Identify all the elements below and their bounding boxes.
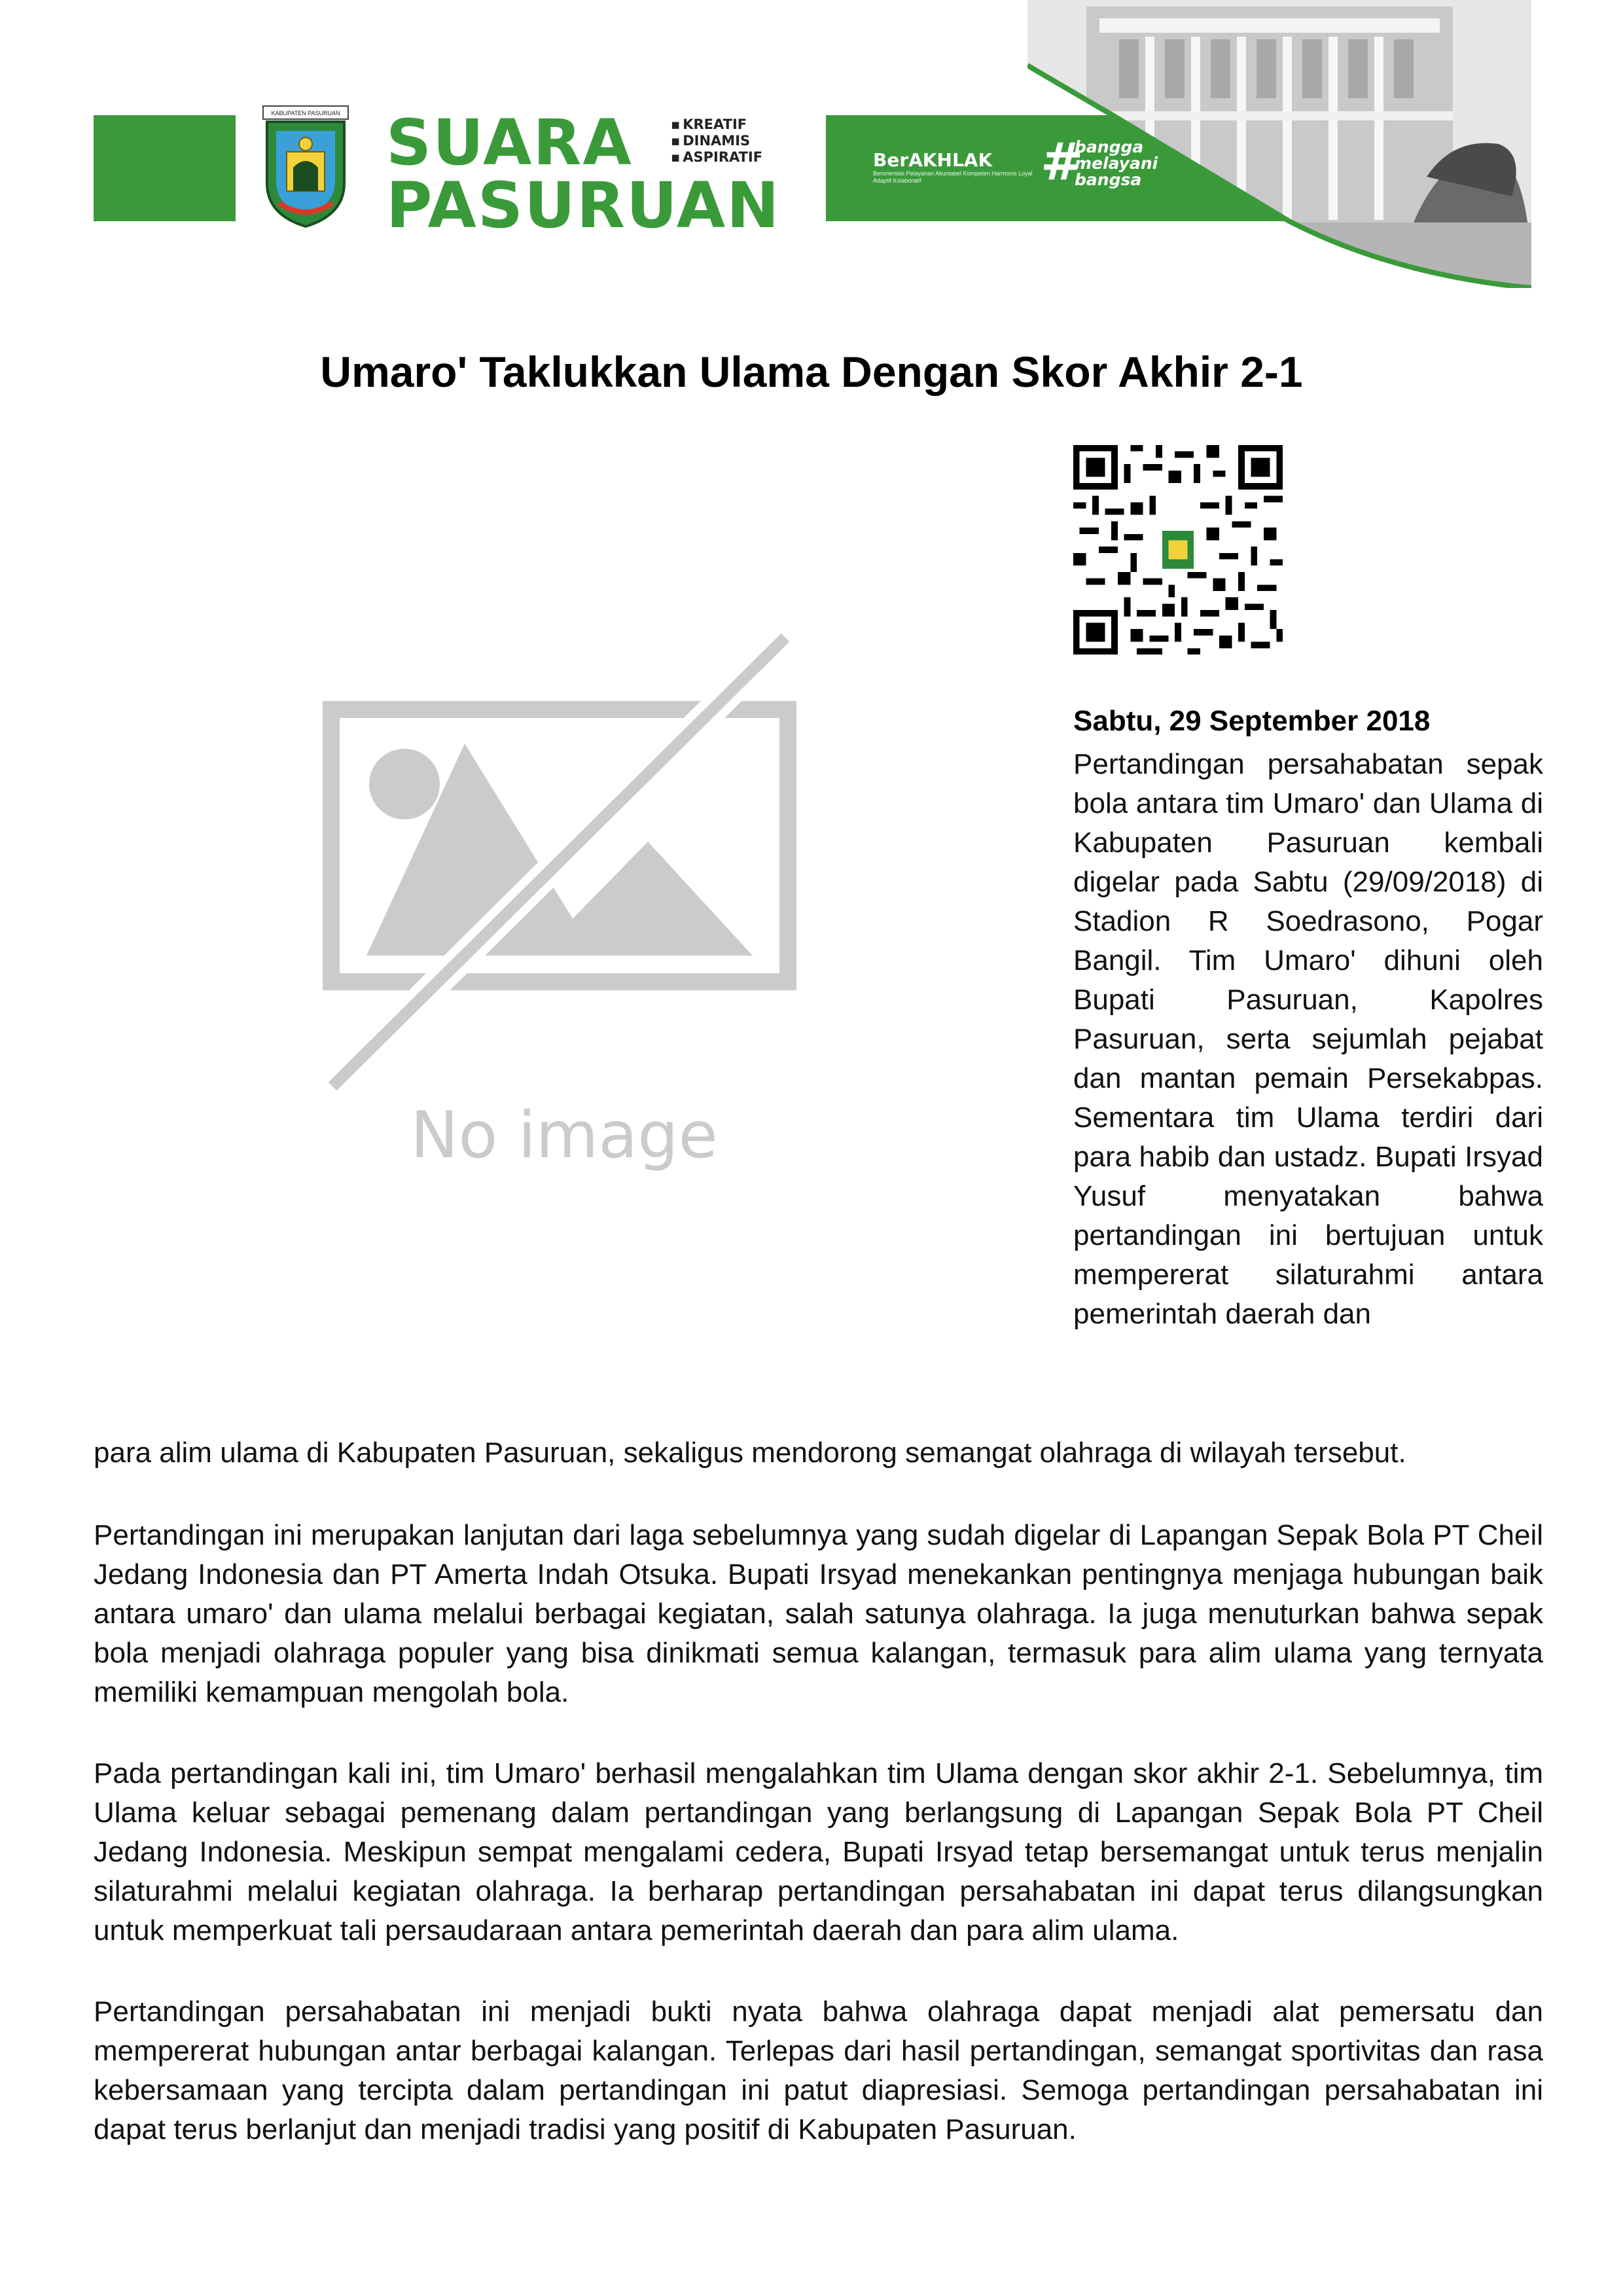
berakhlak-badge [873, 151, 1043, 185]
article-paragraph-1-part-2: para alim ulama di Kabupaten Pasuruan, sekaligus mendorong semangat olahraga di wilayah tersebut. [94, 1437, 1406, 1469]
article-paragraph-1-part-1: Pertandingan persahabatan sepak bola antara tim Umaro' dan Ulama di Kabupaten Pasuruan kembali digelar pada Sabtu (29/09/2018) di Stadion R Soedrasono, Pogar Bangil. Tim Umaro' dihuni oleh Bupati Pasuruan, Kapolres Pasuruan, serta sejumlah pejabat dan mantan pemain Persekabpas. Sementara tim Ulama terdiri dari para habib dan ustadz. Bupati Irsyad Yusuf menyatakan bahwa pertandingan ini bertujuan untuk mempererat silaturahmi antara pemerintah daerah dan [1073, 748, 1543, 1330]
hashtag-line-1: bangga [1075, 137, 1144, 156]
hashtag-icon: # [1041, 133, 1084, 192]
brand-line-1: SUARA [386, 106, 633, 179]
tagline-2: ▪ DINAMIS [671, 133, 762, 149]
hashtag-line-3: bangsa [1075, 170, 1142, 189]
qr-code [1073, 445, 1283, 655]
berakhlak-title: BerAKHLAK [873, 149, 993, 171]
pasuruan-crest-logo [260, 105, 351, 229]
hashtag-line-2: melayani [1075, 154, 1158, 173]
berakhlak-subtitle: Berorientasi Pelayanan Akuntabel Kompeten Harmonis Loyal Adaptif Kolaboratif [873, 170, 1033, 184]
svg-text:KABUPATEN PASURUAN: KABUPATEN PASURUAN [271, 110, 340, 117]
article-paragraph-2: Pertandingan ini merupakan lanjutan dari laga sebelumnya yang sudah digelar di Lapangan Sepak Bola PT Cheil Jedang Indonesia dan PT Amerta Indah Otsuka. Bupati Irsyad menekankan pentingnya menjaga hubungan baik antara umaro' dan ulama melalui berbagai kegiatan, salah satunya olahraga. Ia juga menuturkan bahwa sepak bola menjadi olahraga populer yang bisa dinikmati semua kalangan, termasuk para alim ulama yang ternyata memiliki kemampuan mengolah bola. [94, 1519, 1543, 1708]
article-paragraph-3: Pada pertandingan kali ini, tim Umaro' berhasil mengalahkan tim Ulama dengan skor akhir 2-1. Sebelumnya, tim Ulama keluar sebagai pemenang dalam pertandingan yang berlangsung di Lapangan Sepak Bola PT Cheil Jedang Indonesia. Meskipun sempat mengalami cedera, Bupati Irsyad tetap bersemangat untuk terus menjalin silaturahmi melalui kegiatan olahraga. Ia berharap pertandingan persahabatan ini dapat terus dilangsungkan untuk memperkuat tali persaudaraan antara pemerintah daerah dan para alim ulama. [94, 1757, 1543, 1946]
header-left-bar [94, 115, 236, 221]
no-image-label: No image [410, 1098, 718, 1173]
brand-taglines [671, 117, 762, 166]
article-date: Sabtu, 29 September 2018 [1073, 705, 1431, 737]
brand-line-2: PASURUAN [386, 169, 781, 242]
article-title: Umaro' Taklukkan Ulama Dengan Skor Akhir 2-1 [320, 348, 1303, 396]
article-paragraph-4: Pertandingan persahabatan ini menjadi bukti nyata bahwa olahraga dapat menjadi alat pemersatu dan mempererat hubungan antar berbagai kalangan. Terlepas dari hasil pertandingan, semangat sportivitas dan rasa kebersamaan yang tercipta dalam pertandingan ini patut diapresiasi. Semoga pertandingan persahabatan ini dapat terus berlanjut dan menjadi tradisi yang positif di Kabupaten Pasuruan. [94, 1996, 1543, 2145]
tagline-3: ▪ ASPIRATIF [671, 149, 762, 166]
tagline-1: ▪ KREATIF [671, 117, 762, 133]
no-image-placeholder [321, 628, 818, 1204]
